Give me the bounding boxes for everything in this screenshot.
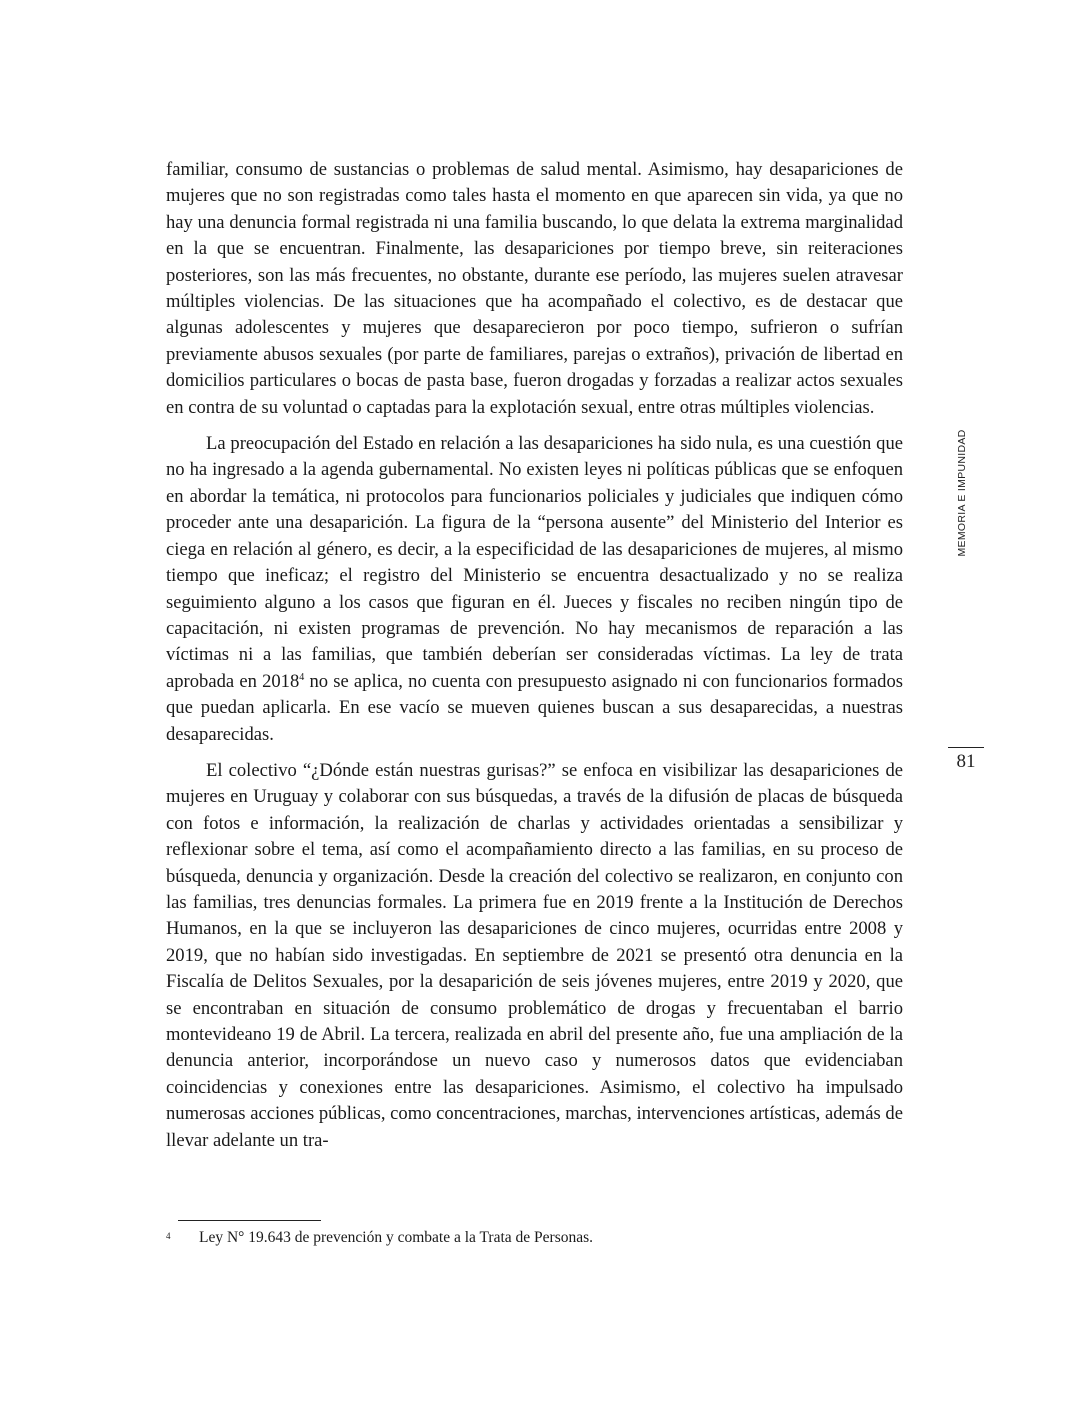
paragraph-3: El colectivo “¿Dónde están nuestras gurisas?” se enfoca en visibilizar las desapariciones de mujeres en Uruguay y colaborar con sus búsquedas, a través de la difusión de placas de búsqueda con fotos e información, la realización de charlas y actividades orientadas a sensibilizar y reflexionar sobre el tema, así como el acompañamiento directo a las familias, en su proceso de búsqueda, denuncia y organización. Desde la creación del colectivo se realizaron, en conjunto con las familias, tres denuncias formales. La primera fue en 2019 frente a la Institución de Derechos Humanos, en la que se incluyeron las desapariciones de cinco mujeres, ocurridas entre 2008 y 2019, que no habían sido investigadas. En septiembre de 2021 se presentó otra denuncia en la Fiscalía de Delitos Sexuales, por la desaparición de seis jóvenes mujeres, entre 2019 y 2020, que se encontraban en situación de consumo problemático de drogas y frecuentaban el barrio montevideano 19 de Abril. La tercera, realizada en abril del presente año, fue una ampliación de la denuncia anterior, incorporándose un nuevo caso y numerosos datos que evidenciaban coincidencias y conexiones entre las desapariciones. Asimismo, el colectivo ha impulsado numerosas acciones públicas, como concentraciones, marchas, intervenciones artísticas, además de llevar adelante un tra- [166,759,903,1151]
footnote-text: Ley N° 19.643 de prevención y combate a la Trata de Personas. [199,1229,594,1246]
footnote-reference: 4 [299,671,305,683]
page-number-rule [948,747,984,748]
paragraph-1: familiar, consumo de sustancias o problemas de salud mental. Asimismo, hay desapariciones de mujeres que no son registradas como tales hasta el momento en que aparecen sin vida, ya que no hay una denuncia formal registrada ni una familia buscando, lo que delata la extrema marginalidad en la que se encuentran. Finalmente, las desapariciones por tiempo breve, sin reiteraciones posteriores, son las más frecuentes, no obstante, durante ese período, las mujeres suelen atravesar múltiples violencias. De las situaciones que ha acompañado el colectivo, es de destacar que algunas adolescentes y mujeres que desaparecieron por poco tiempo, sufrieron o sufrían previamente abusos sexuales (por parte de familiares, parejas o extraños), privación de libertad en domicilios particulares o bocas de pasta base, fueron drogadas y forzadas a realizar actos sexuales en contra de su voluntad o captadas para la explotación sexual, entre otras múltiples violencias. [166,159,903,418]
running-header-text: MEMORIA E IMPUNIDAD [956,429,968,557]
body-text [166,157,903,1164]
page-number: 81 [956,751,976,772]
running-header [951,418,973,568]
footnote-separator [178,1220,321,1221]
paragraph-2 [166,431,903,748]
paragraph-2-text-a: La preocupación del Estado en relación a las desapariciones ha sido nula, es una cuestión que no ha ingresado a la agenda gubernamental. No existen leyes ni políticas públicas que se enfoquen en abordar la temática, ni protocolos para funcionarios policiales y judiciales que indiquen cómo proceder ante una desaparición. La figura de la “persona ausente” del Ministerio del Interior es ciega en relación al género, es decir, a la especificidad de las desapariciones de mujeres, al mismo tiempo que ineficaz; el registro del Ministerio se encuentra desactualizado y no se realiza seguimiento alguno a los casos que figuran en él. Jueces y fiscales no reciben ningún tipo de capacitación, ni existen programas de prevención. No hay mecanismos de reparación a las víctimas ni a las familias, que también deberían ser consideradas víctimas. La ley de trata aprobada en 2018 [166,433,903,692]
footnote-mark: 4 [166,1231,171,1241]
paragraph-2-text-b: no se aplica, no cuenta con presupuesto asignado ni con funcionarios formados que puedan aplicarla. En ese vacío se mueven quienes buscan a sus desaparecidas, a nuestras desaparecidas. [166,670,904,745]
